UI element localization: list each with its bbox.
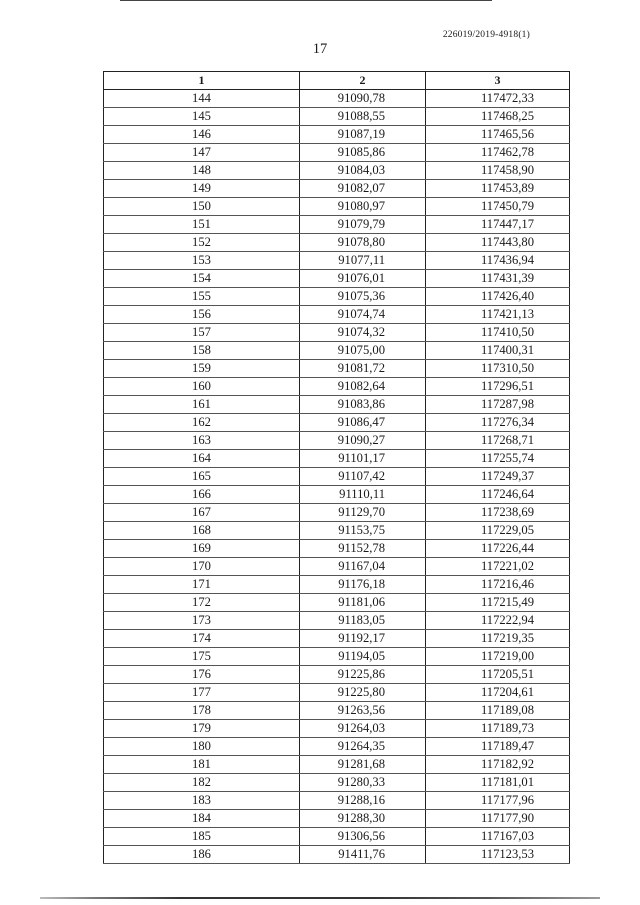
cell-point-number: 151 <box>104 216 300 234</box>
cell-y-coordinate: 117472,33 <box>426 90 570 108</box>
column-header-y: 3 <box>426 72 570 90</box>
table-row <box>104 666 570 684</box>
cell-point-number: 160 <box>104 378 300 396</box>
table-row <box>104 288 570 306</box>
table-row <box>104 504 570 522</box>
cell-x-coordinate: 91078,80 <box>300 234 426 252</box>
cell-y-coordinate: 117229,05 <box>426 522 570 540</box>
top-rule <box>120 0 492 1</box>
cell-y-coordinate: 117181,01 <box>426 774 570 792</box>
cell-x-coordinate: 91075,00 <box>300 342 426 360</box>
cell-y-coordinate: 117123,53 <box>426 846 570 864</box>
cell-y-coordinate: 117421,13 <box>426 306 570 324</box>
cell-point-number: 148 <box>104 162 300 180</box>
cell-x-coordinate: 91192,17 <box>300 630 426 648</box>
table-row <box>104 396 570 414</box>
cell-point-number: 183 <box>104 792 300 810</box>
table-row <box>104 162 570 180</box>
table-row <box>104 612 570 630</box>
cell-point-number: 145 <box>104 108 300 126</box>
cell-y-coordinate: 117458,90 <box>426 162 570 180</box>
table-row <box>104 630 570 648</box>
cell-point-number: 167 <box>104 504 300 522</box>
cell-y-coordinate: 117204,61 <box>426 684 570 702</box>
cell-y-coordinate: 117238,69 <box>426 504 570 522</box>
cell-point-number: 147 <box>104 144 300 162</box>
table-row <box>104 558 570 576</box>
table-row <box>104 432 570 450</box>
cell-point-number: 155 <box>104 288 300 306</box>
cell-y-coordinate: 117216,46 <box>426 576 570 594</box>
cell-y-coordinate: 117255,74 <box>426 450 570 468</box>
cell-x-coordinate: 91090,27 <box>300 432 426 450</box>
cell-point-number: 169 <box>104 540 300 558</box>
cell-x-coordinate: 91079,79 <box>300 216 426 234</box>
cell-x-coordinate: 91074,32 <box>300 324 426 342</box>
cell-x-coordinate: 91087,19 <box>300 126 426 144</box>
table-row <box>104 720 570 738</box>
cell-x-coordinate: 91225,80 <box>300 684 426 702</box>
cell-point-number: 161 <box>104 396 300 414</box>
cell-x-coordinate: 91082,64 <box>300 378 426 396</box>
cell-y-coordinate: 117215,49 <box>426 594 570 612</box>
cell-point-number: 173 <box>104 612 300 630</box>
cell-y-coordinate: 117400,31 <box>426 342 570 360</box>
cell-x-coordinate: 91411,76 <box>300 846 426 864</box>
cell-y-coordinate: 117453,89 <box>426 180 570 198</box>
cell-x-coordinate: 91281,68 <box>300 756 426 774</box>
cell-x-coordinate: 91107,42 <box>300 468 426 486</box>
cell-y-coordinate: 117462,78 <box>426 144 570 162</box>
cell-point-number: 149 <box>104 180 300 198</box>
cell-y-coordinate: 117177,90 <box>426 810 570 828</box>
cell-point-number: 152 <box>104 234 300 252</box>
cell-x-coordinate: 91084,03 <box>300 162 426 180</box>
cell-point-number: 176 <box>104 666 300 684</box>
cell-x-coordinate: 91194,05 <box>300 648 426 666</box>
table-row <box>104 576 570 594</box>
cell-y-coordinate: 117182,92 <box>426 756 570 774</box>
cell-y-coordinate: 117296,51 <box>426 378 570 396</box>
cell-y-coordinate: 117226,44 <box>426 540 570 558</box>
table-row <box>104 702 570 720</box>
cell-x-coordinate: 91076,01 <box>300 270 426 288</box>
cell-x-coordinate: 91153,75 <box>300 522 426 540</box>
cell-point-number: 158 <box>104 342 300 360</box>
cell-point-number: 150 <box>104 198 300 216</box>
cell-point-number: 179 <box>104 720 300 738</box>
table-row <box>104 234 570 252</box>
table-row <box>104 486 570 504</box>
cell-x-coordinate: 91176,18 <box>300 576 426 594</box>
cell-y-coordinate: 117219,35 <box>426 630 570 648</box>
table-row <box>104 198 570 216</box>
cell-point-number: 156 <box>104 306 300 324</box>
cell-x-coordinate: 91086,47 <box>300 414 426 432</box>
cell-x-coordinate: 91167,04 <box>300 558 426 576</box>
cell-y-coordinate: 117426,40 <box>426 288 570 306</box>
cell-x-coordinate: 91181,06 <box>300 594 426 612</box>
cell-y-coordinate: 117431,39 <box>426 270 570 288</box>
cell-point-number: 180 <box>104 738 300 756</box>
cell-point-number: 175 <box>104 648 300 666</box>
cell-point-number: 177 <box>104 684 300 702</box>
cell-point-number: 168 <box>104 522 300 540</box>
table-body <box>104 90 570 864</box>
cell-point-number: 162 <box>104 414 300 432</box>
table-row <box>104 468 570 486</box>
cell-y-coordinate: 117177,96 <box>426 792 570 810</box>
cell-x-coordinate: 91280,33 <box>300 774 426 792</box>
document-id: 226019/2019-4918(1) <box>442 30 530 40</box>
table-row <box>104 342 570 360</box>
column-header-x: 2 <box>300 72 426 90</box>
table-header <box>104 72 570 90</box>
table-row <box>104 378 570 396</box>
cell-point-number: 163 <box>104 432 300 450</box>
cell-y-coordinate: 117465,56 <box>426 126 570 144</box>
cell-y-coordinate: 117167,03 <box>426 828 570 846</box>
cell-y-coordinate: 117189,47 <box>426 738 570 756</box>
cell-x-coordinate: 91082,07 <box>300 180 426 198</box>
table-row <box>104 126 570 144</box>
table-row <box>104 252 570 270</box>
cell-point-number: 157 <box>104 324 300 342</box>
cell-x-coordinate: 91225,86 <box>300 666 426 684</box>
cell-point-number: 172 <box>104 594 300 612</box>
header-row <box>104 72 570 90</box>
cell-y-coordinate: 117189,73 <box>426 720 570 738</box>
table-row <box>104 684 570 702</box>
cell-point-number: 186 <box>104 846 300 864</box>
cell-point-number: 181 <box>104 756 300 774</box>
cell-point-number: 182 <box>104 774 300 792</box>
cell-x-coordinate: 91264,03 <box>300 720 426 738</box>
cell-x-coordinate: 91263,56 <box>300 702 426 720</box>
table-row <box>104 540 570 558</box>
table-row <box>104 324 570 342</box>
table-row <box>104 450 570 468</box>
cell-point-number: 144 <box>104 90 300 108</box>
table-row <box>104 792 570 810</box>
table-row <box>104 360 570 378</box>
cell-point-number: 154 <box>104 270 300 288</box>
cell-y-coordinate: 117468,25 <box>426 108 570 126</box>
cell-x-coordinate: 91110,11 <box>300 486 426 504</box>
cell-y-coordinate: 117221,02 <box>426 558 570 576</box>
table-row <box>104 108 570 126</box>
page-number: 17 <box>312 41 328 57</box>
cell-y-coordinate: 117268,71 <box>426 432 570 450</box>
table-row <box>104 414 570 432</box>
table-row <box>104 306 570 324</box>
cell-x-coordinate: 91306,56 <box>300 828 426 846</box>
cell-point-number: 164 <box>104 450 300 468</box>
cell-point-number: 178 <box>104 702 300 720</box>
cell-y-coordinate: 117276,34 <box>426 414 570 432</box>
cell-x-coordinate: 91288,16 <box>300 792 426 810</box>
cell-y-coordinate: 117222,94 <box>426 612 570 630</box>
table-row <box>104 90 570 108</box>
cell-point-number: 185 <box>104 828 300 846</box>
cell-point-number: 165 <box>104 468 300 486</box>
cell-point-number: 159 <box>104 360 300 378</box>
table-row <box>104 846 570 864</box>
cell-x-coordinate: 91264,35 <box>300 738 426 756</box>
cell-point-number: 171 <box>104 576 300 594</box>
cell-point-number: 184 <box>104 810 300 828</box>
cell-point-number: 166 <box>104 486 300 504</box>
cell-x-coordinate: 91090,78 <box>300 90 426 108</box>
cell-y-coordinate: 117219,00 <box>426 648 570 666</box>
table-row <box>104 648 570 666</box>
cell-x-coordinate: 91183,05 <box>300 612 426 630</box>
cell-x-coordinate: 91152,78 <box>300 540 426 558</box>
cell-x-coordinate: 91075,36 <box>300 288 426 306</box>
cell-y-coordinate: 117189,08 <box>426 702 570 720</box>
cell-x-coordinate: 91083,86 <box>300 396 426 414</box>
table-row <box>104 270 570 288</box>
cell-point-number: 170 <box>104 558 300 576</box>
cell-point-number: 153 <box>104 252 300 270</box>
cell-y-coordinate: 117443,80 <box>426 234 570 252</box>
cell-y-coordinate: 117246,64 <box>426 486 570 504</box>
table-row <box>104 180 570 198</box>
cell-x-coordinate: 91074,74 <box>300 306 426 324</box>
table-row <box>104 828 570 846</box>
table-row <box>104 756 570 774</box>
table-row <box>104 144 570 162</box>
cell-x-coordinate: 91129,70 <box>300 504 426 522</box>
cell-x-coordinate: 91088,55 <box>300 108 426 126</box>
cell-point-number: 146 <box>104 126 300 144</box>
cell-y-coordinate: 117450,79 <box>426 198 570 216</box>
table-row <box>104 522 570 540</box>
cell-y-coordinate: 117287,98 <box>426 396 570 414</box>
cell-y-coordinate: 117310,50 <box>426 360 570 378</box>
bottom-rule <box>40 897 600 899</box>
cell-x-coordinate: 91101,17 <box>300 450 426 468</box>
cell-x-coordinate: 91288,30 <box>300 810 426 828</box>
cell-y-coordinate: 117436,94 <box>426 252 570 270</box>
coordinates-table <box>103 71 570 864</box>
table-row <box>104 594 570 612</box>
cell-x-coordinate: 91077,11 <box>300 252 426 270</box>
cell-y-coordinate: 117249,37 <box>426 468 570 486</box>
table-row <box>104 774 570 792</box>
cell-y-coordinate: 117447,17 <box>426 216 570 234</box>
table-row <box>104 216 570 234</box>
cell-x-coordinate: 91080,97 <box>300 198 426 216</box>
cell-x-coordinate: 91085,86 <box>300 144 426 162</box>
table-row <box>104 810 570 828</box>
cell-point-number: 174 <box>104 630 300 648</box>
cell-y-coordinate: 117410,50 <box>426 324 570 342</box>
column-header-point-number: 1 <box>104 72 300 90</box>
cell-y-coordinate: 117205,51 <box>426 666 570 684</box>
cell-x-coordinate: 91081,72 <box>300 360 426 378</box>
table-row <box>104 738 570 756</box>
